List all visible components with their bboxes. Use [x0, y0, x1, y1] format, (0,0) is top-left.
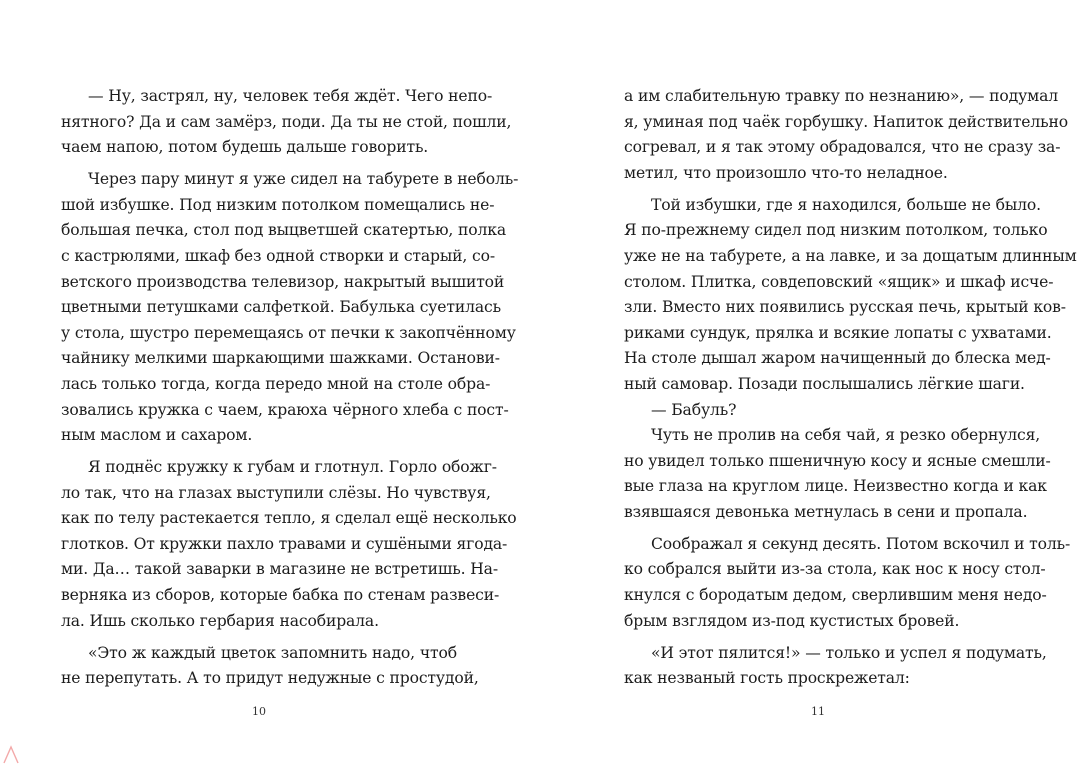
text-line: согревал, и я так этому обрадовался, что не сразу за- — [624, 138, 1061, 157]
text-line: уже не на табурете, а на лавке, и за дощатым длинным — [624, 246, 1077, 265]
text-line: у стола, шустро перемещаясь от печки к закопчённому — [61, 323, 516, 342]
text-line: лась только тогда, когда передо мной на столе обра- — [61, 374, 491, 393]
text-line: нятного? Да и сам замёрз, поди. Да ты не стой, пошли, — [61, 112, 512, 131]
text-line: вые глаза на круглом лице. Неизвестно когда и как — [624, 477, 1047, 496]
text-line: ный самовар. Позади послышались лёгкие шаги. — [624, 374, 1025, 393]
right-page — [540, 0, 1080, 766]
text-line: ным маслом и сахаром. — [61, 426, 253, 445]
text-line: метил, что произошло что-то неладное. — [624, 163, 948, 182]
text-line: с кастрюлями, шкаф без одной створки и старый, со- — [61, 246, 495, 265]
right-page-text — [624, 84, 1077, 692]
text-line: как незваный гость проскрежетал: — [624, 669, 910, 688]
page-number: 10 — [252, 705, 266, 718]
text-line: кнулся с бородатым дедом, сверлившим меня недо- — [624, 586, 1047, 605]
text-line: цветными петушками салфеткой. Бабулька суетилась — [61, 298, 501, 317]
text-line: Чуть не пролив на себя чай, я резко обернулся, — [651, 426, 1041, 445]
text-line: а им слабительную травку по незнанию», — подумал — [624, 87, 1058, 105]
text-line: брым взглядом из-под кустистых бровей. — [624, 611, 960, 630]
text-line: зли. Вместо них появились русская печь, крытый ков- — [624, 298, 1066, 317]
text-line: как по телу растекается тепло, я сделал ещё несколько — [61, 509, 517, 528]
text-line: верняка из сборов, которые бабка по стенам развеси- — [61, 586, 500, 605]
text-line: ла. Ишь сколько гербария насобирала. — [61, 611, 379, 630]
text-line: чаем напою, потом будешь дальше говорить. — [61, 138, 429, 157]
text-line: Через пару минут я уже сидел на табурете в неболь- — [88, 170, 519, 189]
text-line: я, уминая под чаёк горбушку. Напиток действительно — [624, 112, 1068, 131]
text-line: — Ну, застрял, ну, человек тебя ждёт. Чего непо- — [88, 87, 493, 105]
text-line: чайнику мелкими шаркающими шажками. Останови- — [61, 349, 500, 368]
text-line: зовались кружка с чаем, краюха чёрного хлеба с пост- — [61, 400, 509, 419]
text-line: большая печка, стол под выцветшей скатертью, полка — [61, 221, 506, 240]
text-line: Соображал я секунд десять. Потом вскочил и толь- — [651, 534, 1071, 553]
text-line: но увидел только пшеничную косу и ясные смешли- — [624, 451, 1051, 470]
left-page-text — [61, 84, 519, 692]
text-line: «И этот пялится!» — только и успел я подумать, — [651, 643, 1047, 662]
text-line: Я поднёс кружку к губам и глотнул. Горло обожг- — [88, 458, 497, 477]
text-line: взявшаяся девонька метнулась в сени и пропала. — [624, 502, 1028, 521]
text-line: риками сундук, прялка и всякие лопаты с ухватами. — [624, 323, 1052, 342]
page-number: 11 — [811, 705, 825, 718]
text-line: ко собрался выйти из-за стола, как нос к носу стол- — [624, 560, 1046, 579]
text-line: шой избушке. Под низким потолком помещались не- — [61, 195, 495, 214]
text-line: Той избушки, где я находился, больше не было. — [651, 195, 1041, 214]
text-line: — Бабуль? — [651, 400, 737, 419]
text-line: ми. Да… такой заварки в магазине не встретишь. На- — [61, 560, 498, 579]
text-line: Я по-прежнему сидел под низким потолком, только — [624, 221, 1048, 240]
text-line: ло так, что на глазах выступили слёзы. Но чувствуя, — [61, 483, 491, 502]
corner-mark-icon — [2, 744, 20, 764]
text-line: столом. Плитка, совдеповский «ящик» и шкаф исче- — [624, 272, 1054, 291]
text-line: не перепутать. А то придут недужные с простудой, — [61, 669, 479, 688]
text-line: На столе дышал жаром начищенный до блеска мед- — [624, 349, 1051, 368]
text-line: «Это ж каждый цветок запомнить надо, чтоб — [88, 643, 457, 662]
text-line: глотков. От кружки пахло травами и сушёными ягода- — [61, 534, 508, 553]
text-line: ветского производства телевизор, накрытый вышитой — [61, 272, 505, 291]
